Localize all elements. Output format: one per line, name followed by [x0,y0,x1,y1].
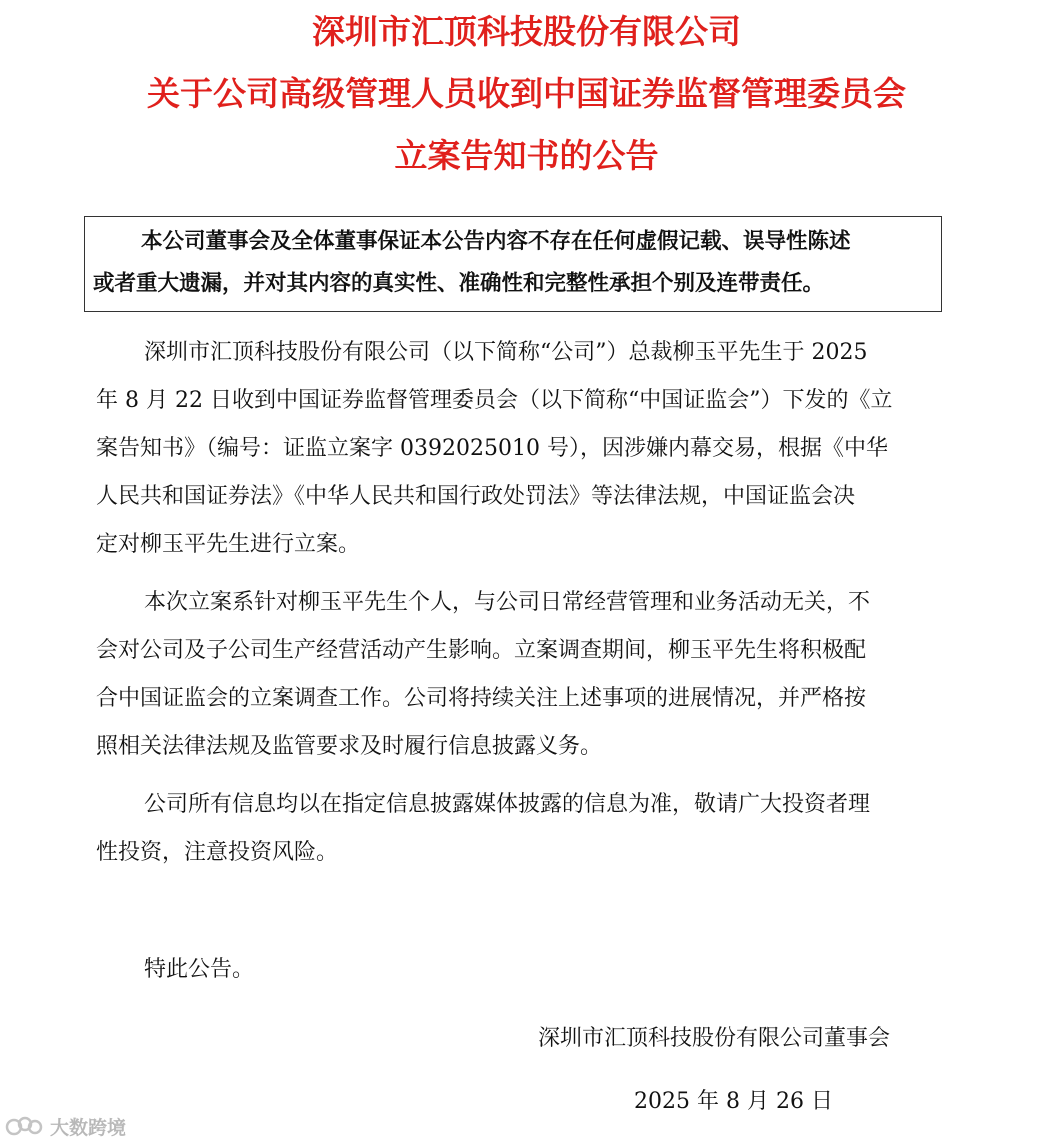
paragraph-2-line-4: 照相关法律法规及监管要求及时履行信息披露义务。 [96,734,603,759]
paragraph-1-line-4: 人民共和国证券法》《中华人民共和国行政处罚法》等法律法规，中国证监会决 [96,484,856,509]
paragraph-3-line-2: 性投资，注意投资风险。 [96,840,339,865]
title-document: 立案告知书的公告 [394,136,659,175]
cloud-logo-icon [4,1115,44,1137]
paragraph-2-line-3: 合中国证监会的立案调查工作。公司将持续关注上述事项的进展情况，并严格按 [96,686,867,711]
paragraph-2-line-1: 本次立案系针对柳玉平先生个人，与公司日常经营管理和业务活动无关，不 [144,590,871,615]
paragraph-3-line-1: 公司所有信息均以在指定信息披露媒体披露的信息为准，敬请广大投资者理 [144,792,871,817]
watermark-text: 大数跨境 [50,1116,127,1139]
title-subject: 关于公司高级管理人员收到中国证券监督管理委员会 [147,74,906,113]
signature-date: 2025 年 8 月 26 日 [634,1089,833,1114]
closing-remark: 特此公告。 [144,957,255,982]
board-statement-box [84,216,942,312]
paragraph-1-line-1: 深圳市汇顶科技股份有限公司（以下简称“公司”）总裁柳玉平先生于 2025 [144,340,868,365]
watermark [4,1112,126,1140]
board-statement-line-2: 或者重大遗漏，并对其内容的真实性、准确性和完整性承担个别及连带责任。 [93,271,825,296]
paragraph-1-line-5: 定对柳玉平先生进行立案。 [96,532,361,557]
paragraph-1-line-2: 年 8 月 22 日收到中国证券监督管理委员会（以下简称“中国证监会”）下发的《立 [96,388,893,413]
title-company: 深圳市汇顶科技股份有限公司 [312,12,741,51]
paragraph-2-line-2: 会对公司及子公司生产经营活动产生影响。立案调查期间，柳玉平先生将积极配 [96,638,867,663]
board-statement-line-1: 本公司董事会及全体董事保证本公告内容不存在任何虚假记载、误导性陈述 [141,229,851,254]
signature-company: 深圳市汇顶科技股份有限公司董事会 [538,1026,891,1051]
paragraph-1-line-3: 案告知书》（编号：证监立案字 0392025010 号），因涉嫌内幕交易，根据《中华 [96,436,888,461]
